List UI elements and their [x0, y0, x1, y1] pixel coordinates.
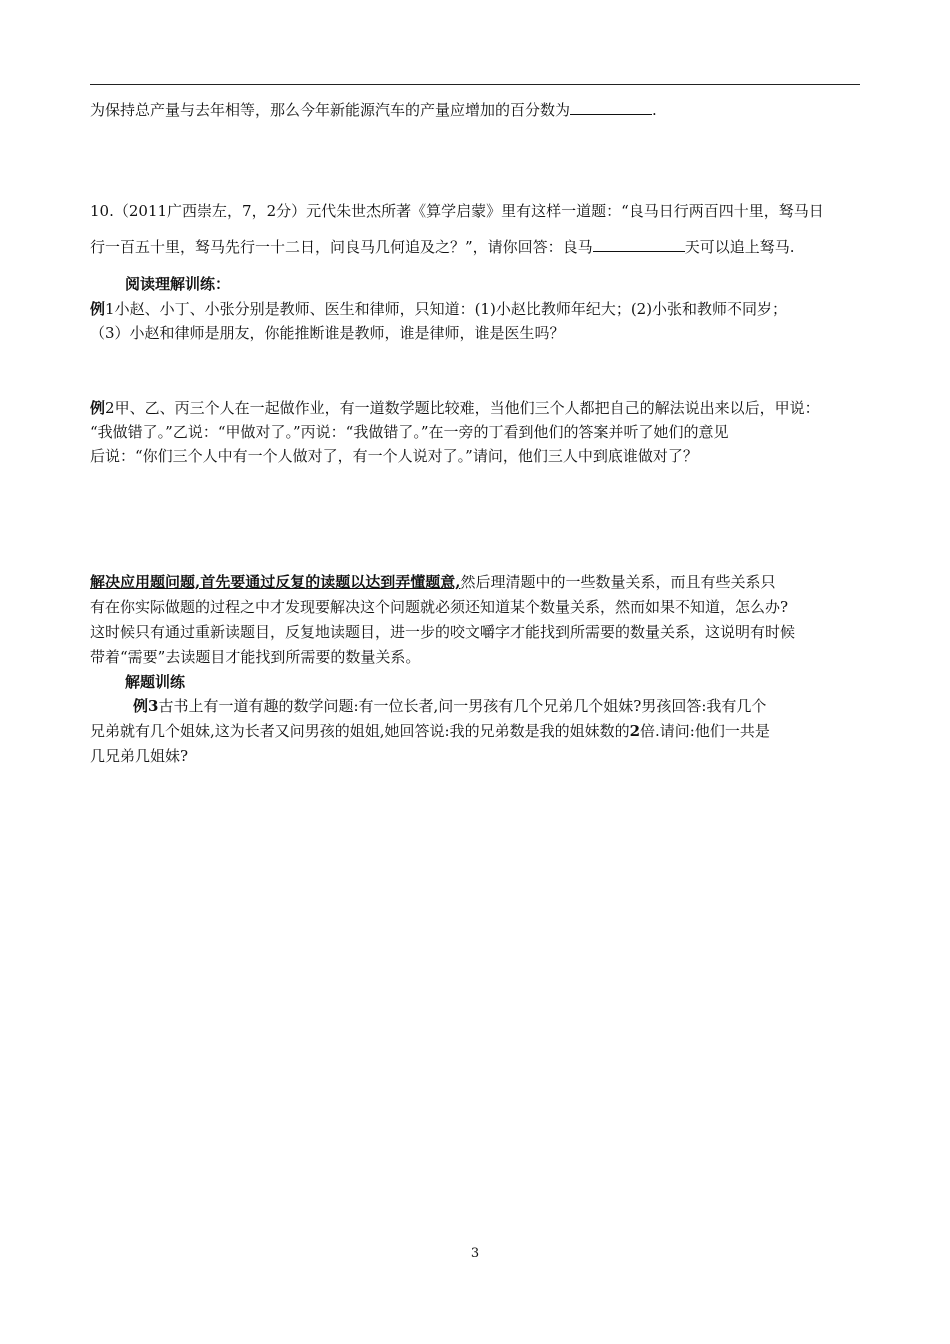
example-2-line-1: 例2甲、乙、丙三个人在一起做作业，有一道数学题比较难，当他们三个人都把自己的解法说出来以后，甲说： — [90, 399, 820, 417]
question-10-line-1: 10.（2011广西崇左，7，2分）元代朱世杰所著《算学启蒙》里有这样一道题：“良马日行两百四十里，驽马日 — [90, 202, 824, 220]
example-3-line-2: 兄弟就有几个姐妹,这为长者又问男孩的姐姐,她回答说:我的兄弟数是我的姐妹数的2倍.请问:他们一共是 — [90, 722, 770, 740]
example-2-line-2: “我做错了。”乙说：“甲做对了。”丙说：“我做错了。”在一旁的丁看到他们的答案并听了她们的意见 — [90, 423, 729, 441]
solving-heading: 解题训练 — [125, 673, 186, 691]
example-2-line-3: 后说：“你们三个人中有一个人做对了，有一个人说对了。”请问，他们三人中到底谁做对了？ — [90, 447, 698, 465]
solving-line-2: 有在你实际做题的过程之中才发现要解决这个问题就必须还知道某个数量关系，然而如果不知道，怎么办? — [90, 598, 789, 616]
solving-line-1: 解决应用题问题,首先要通过反复的读题以达到弄懂题意,然后理清题中的一些数量关系，而且有些关系只 — [90, 573, 776, 591]
solving-line-4: 带着“需要”去读题目才能找到所需要的数量关系。 — [90, 648, 421, 666]
previous-question-tail: 为保持总产量与去年相等，那么今年新能源汽车的产量应增加的百分数为 . — [90, 101, 657, 119]
question-10-line-2: 行一百五十里，驽马先行一十二日，问良马几何追及之？”，请你回答：良马 天可以追上驽马. — [90, 238, 795, 256]
page-number: 3 — [470, 1246, 480, 1261]
answer-blank[interactable] — [593, 236, 685, 252]
example-1-line-2: （3）小赵和律师是朋友，你能推断谁是教师，谁是律师，谁是医生吗？ — [90, 324, 565, 342]
answer-blank[interactable] — [570, 99, 652, 115]
solving-line-3: 这时候只有通过重新读题目，反复地读题目，进一步的咬文嚼字才能找到所需要的数量关系，这说明有时候 — [90, 623, 796, 641]
header-rule — [90, 84, 860, 85]
example-3-line-1: 例3古书上有一道有趣的数学问题:有一位长者,问一男孩有几个兄弟几个姐妹?男孩回答:我有几个 — [133, 697, 767, 715]
example-1-line-1: 例1小赵、小丁、小张分别是教师、医生和律师，只知道：(1)小赵比教师年纪大；(2)小张和教师不同岁； — [90, 300, 788, 318]
reading-heading: 阅读理解训练： — [125, 275, 231, 293]
example-3-line-3: 几兄弟几姐妹? — [90, 747, 189, 765]
